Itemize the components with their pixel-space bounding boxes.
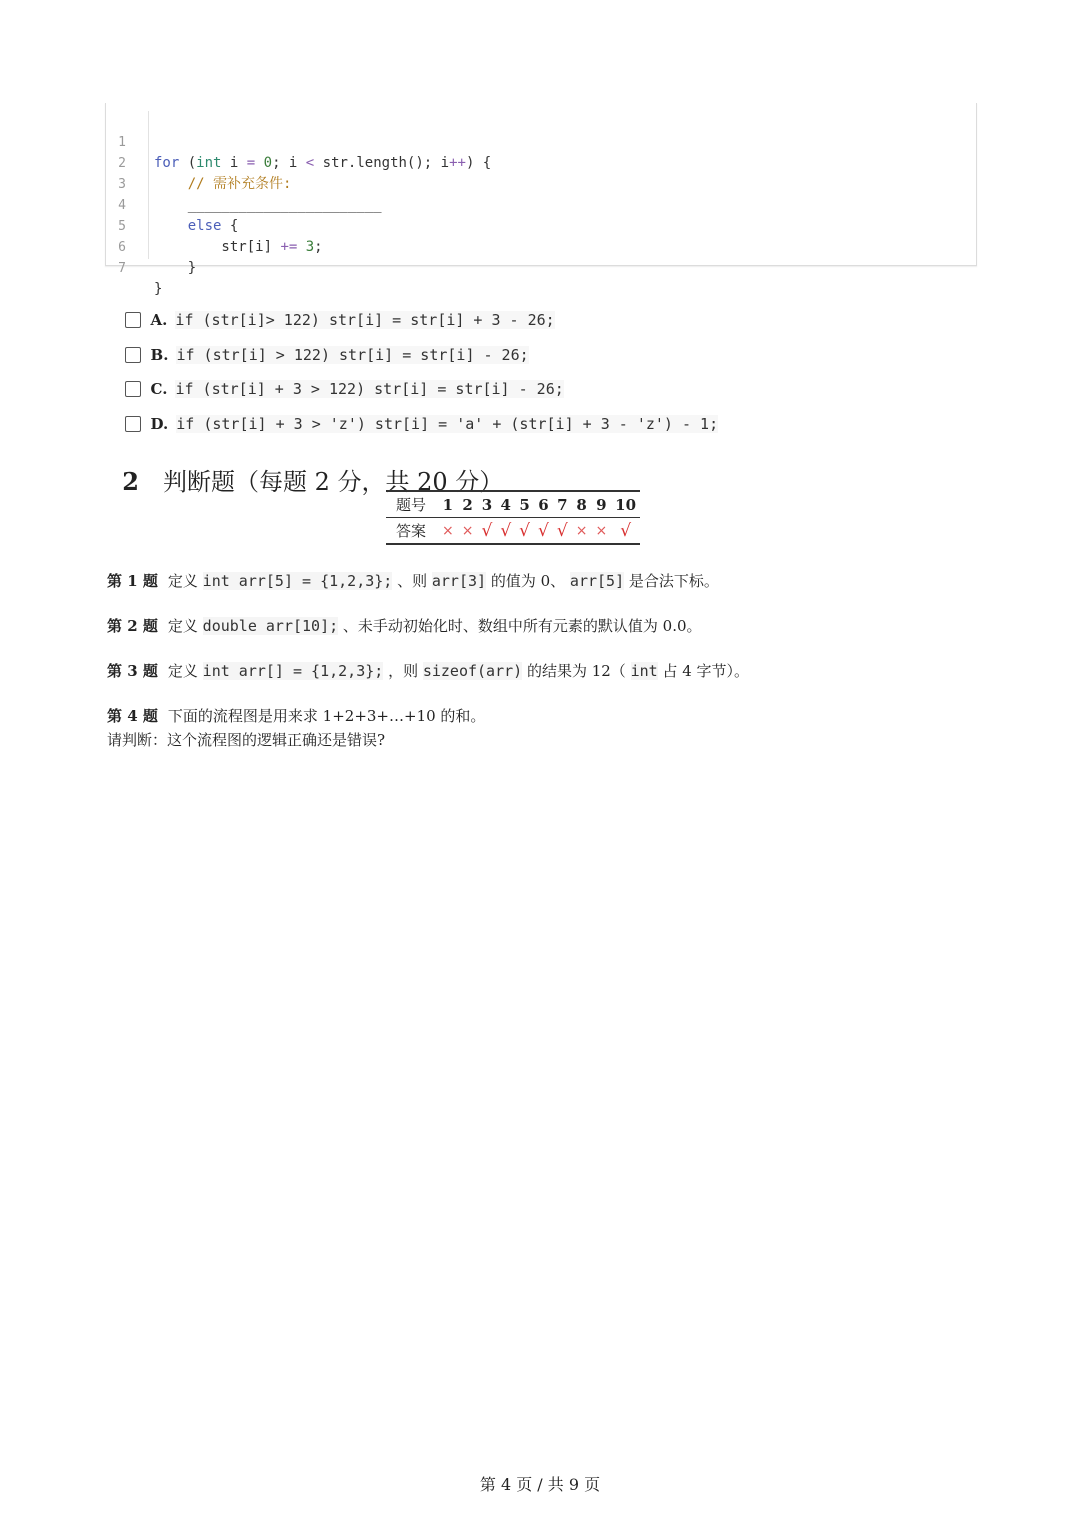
option-letter: B. bbox=[150, 346, 169, 364]
question-number: 5 bbox=[515, 491, 534, 518]
code-blank: _______________________ bbox=[187, 197, 382, 213]
option-b[interactable] bbox=[115, 319, 529, 364]
question-text: 、则 bbox=[392, 572, 432, 590]
question-number: 4 bbox=[496, 491, 515, 518]
inline-code: sizeof(arr) bbox=[422, 662, 523, 680]
question-text: 占 4 字节）。 bbox=[657, 662, 750, 680]
section-title: 判断题（每题 2 分，共 20 分） bbox=[162, 468, 504, 496]
question-2 bbox=[107, 614, 702, 638]
question-text: 下面的流程图是用来求 1+2+3+…+10 的和。 bbox=[167, 707, 486, 725]
question-text: 定义 bbox=[167, 662, 203, 680]
check-mark-icon: √ bbox=[519, 520, 531, 541]
inline-code: arr[3] bbox=[431, 572, 487, 590]
option-letter: D. bbox=[150, 415, 169, 433]
check-mark-icon: √ bbox=[538, 520, 549, 541]
question-text: 请判断：这个流程图的逻辑正确还是错误? bbox=[107, 731, 386, 749]
page-footer: 第 4 页 / 共 9 页 bbox=[479, 1475, 601, 1494]
question-number: 9 bbox=[591, 491, 611, 518]
line-number: 7 bbox=[118, 261, 126, 276]
line-number: 4 bbox=[118, 198, 126, 213]
line-number: 2 bbox=[118, 156, 126, 171]
answer-label: 答案 bbox=[396, 522, 427, 540]
wrong-mark-icon: × bbox=[575, 522, 588, 539]
code-block bbox=[105, 103, 977, 297]
code-line bbox=[106, 132, 292, 192]
code-line: 4 else { bbox=[106, 174, 124, 195]
option-d[interactable] bbox=[115, 388, 719, 433]
option-letter: C. bbox=[150, 380, 168, 398]
question-number: 1 bbox=[438, 491, 458, 518]
option-code: if (str[i] > 122) str[i] = str[i] - 26; bbox=[176, 346, 529, 364]
code-line: 6 } bbox=[106, 216, 124, 237]
option-code: if (str[i] + 3 > 'z') str[i] = 'a' + (str[i] + 3 - 'z') - 1; bbox=[176, 415, 719, 433]
section-heading bbox=[107, 434, 503, 497]
question-label: 第 3 题 bbox=[107, 662, 158, 680]
code-comment: // 需补充条件: bbox=[187, 176, 292, 192]
section-number: 2 bbox=[122, 467, 139, 496]
question-label: 第 2 题 bbox=[107, 617, 158, 635]
question-text: 定义 bbox=[167, 617, 203, 635]
question-4 bbox=[107, 704, 485, 752]
question-text: ，则 bbox=[383, 662, 423, 680]
question-text: 、未手动初始化时、数组中所有元素的默认值为 0.0。 bbox=[338, 617, 702, 635]
code-line: 7 } bbox=[106, 237, 124, 258]
option-a[interactable] bbox=[115, 284, 555, 329]
code-line: 1 for (int i = 0; i < str.length(); i++) { bbox=[106, 111, 124, 132]
question-1 bbox=[107, 569, 719, 593]
code-line: 5 str[i] += 3; bbox=[106, 195, 124, 216]
question-text: 的结果为 12（ bbox=[522, 662, 631, 680]
answer-table bbox=[386, 490, 640, 545]
option-letter: A. bbox=[150, 311, 168, 329]
inline-code: double arr[10]; bbox=[202, 617, 339, 635]
question-number: 6 bbox=[534, 491, 553, 518]
wrong-mark-icon: × bbox=[595, 522, 608, 539]
option-c[interactable] bbox=[115, 353, 564, 398]
inline-code: int arr[5] = {1,2,3}; bbox=[202, 572, 393, 590]
line-number: 1 bbox=[118, 135, 126, 150]
question-text: 是合法下标。 bbox=[624, 572, 719, 590]
option-code: if (str[i]> 122) str[i] = str[i] + 3 - 26; bbox=[175, 311, 555, 329]
question-number: 8 bbox=[572, 491, 592, 518]
check-mark-icon: √ bbox=[620, 520, 632, 541]
code-gutter-divider bbox=[148, 111, 149, 259]
inline-code: int arr[] = {1,2,3}; bbox=[202, 662, 384, 680]
line-number: 6 bbox=[118, 240, 126, 255]
answer-table-answer-row bbox=[386, 518, 640, 545]
answer-table-header-row bbox=[386, 491, 640, 518]
line-number: 5 bbox=[118, 219, 126, 234]
question-label: 第 1 题 bbox=[107, 572, 158, 590]
line-number: 3 bbox=[118, 177, 126, 192]
option-code: if (str[i] + 3 > 122) str[i] = str[i] - 26; bbox=[175, 380, 564, 398]
wrong-mark-icon: × bbox=[461, 522, 474, 539]
question-number: 10 bbox=[611, 491, 640, 518]
question-number: 2 bbox=[458, 491, 478, 518]
check-mark-icon: √ bbox=[481, 520, 493, 541]
wrong-mark-icon: × bbox=[442, 522, 454, 539]
question-text: 的值为 0、 bbox=[486, 572, 570, 590]
question-number: 3 bbox=[477, 491, 496, 518]
inline-code: int bbox=[630, 662, 658, 680]
question-label: 第 4 题 bbox=[107, 707, 158, 725]
question-3 bbox=[107, 659, 749, 683]
checkbox-icon[interactable] bbox=[125, 416, 141, 432]
check-mark-icon: √ bbox=[500, 520, 512, 541]
inline-code: arr[5] bbox=[569, 572, 625, 590]
header-label: 题号 bbox=[386, 491, 438, 518]
check-mark-icon: √ bbox=[556, 520, 568, 541]
question-text: 定义 bbox=[167, 572, 203, 590]
question-number: 7 bbox=[553, 491, 572, 518]
